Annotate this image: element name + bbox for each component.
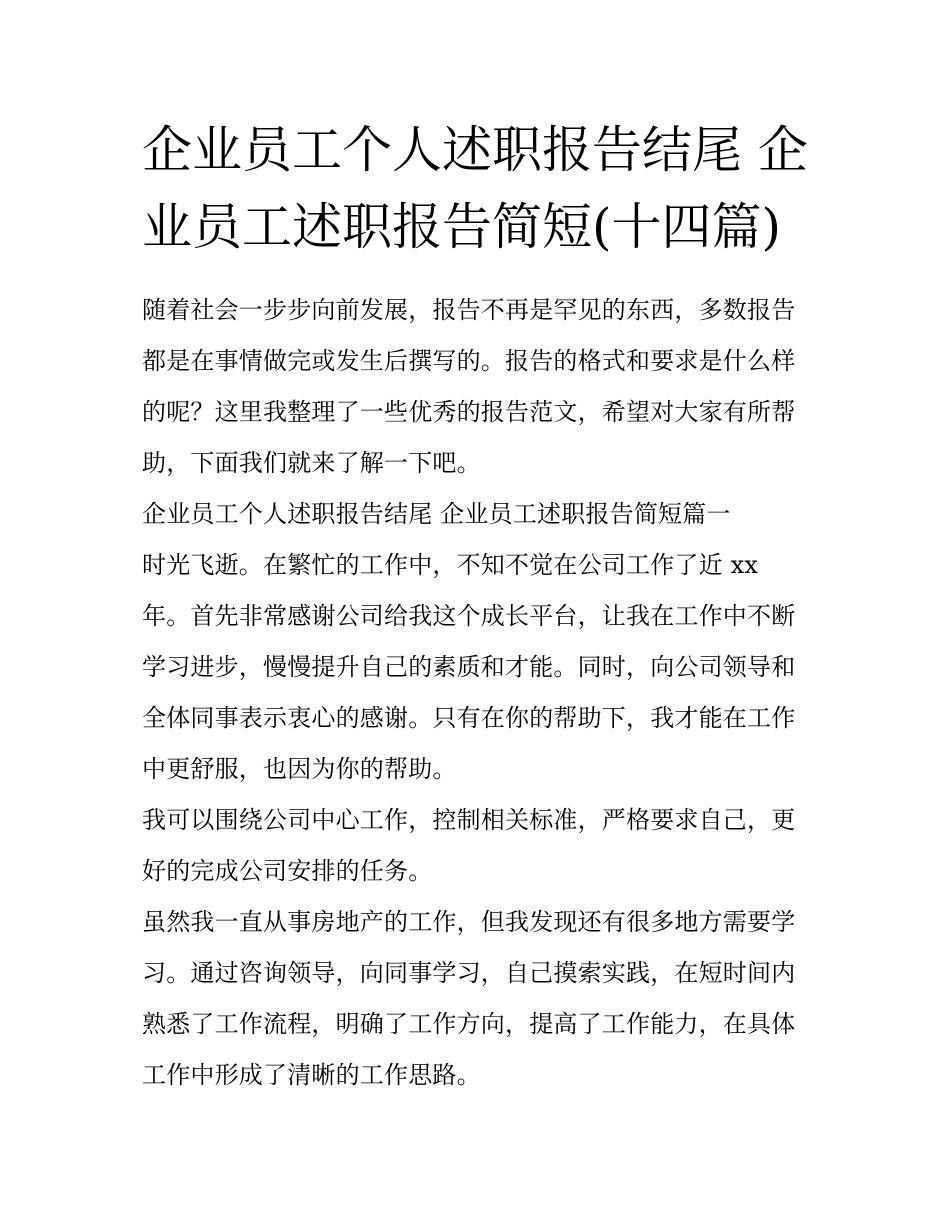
section-heading: 企业员工个人述职报告结尾 企业员工述职报告简短篇一 xyxy=(142,500,731,528)
body-paragraph: 虽然我一直从事房地产的工作，但我发现还有很多地方需要学习。通过咨询领导，向同事学习，自己摸索实践，在短时间内熟悉了工作流程，明确了工作方向，提高了工作能力，在具体工作中形成了清晰的工作思路。 xyxy=(142,908,796,1089)
body-paragraph: 年。首先非常感谢公司给我这个成长平台，让我在工作中不断学习进步，慢慢提升自己的素质和才能。同时，向公司领导和全体同事表示衷心的感谢。只有在你的帮助下，我才能在工作中更舒服，也因为你的帮助。 xyxy=(142,602,796,783)
document-title: 企业员工个人述职报告结尾 企业员工述职报告简短(十四篇) xyxy=(142,121,808,256)
body-paragraph: 时光飞逝。在繁忙的工作中，不知不觉在公司工作了近 xx xyxy=(142,551,759,579)
document-body xyxy=(142,285,814,1101)
intro-paragraph: 随着社会一步步向前发展，报告不再是罕见的东西，多数报告都是在事情做完或发生后撰写的。报告的格式和要求是什么样的呢？这里我整理了一些优秀的报告范文，希望对大家有所帮助，下面我们就来了解一下吧。 xyxy=(142,296,796,477)
document-page xyxy=(142,112,814,1101)
body-paragraph: 我可以围绕公司中心工作，控制相关标准，严格要求自己，更好的完成公司安排的任务。 xyxy=(142,806,796,885)
